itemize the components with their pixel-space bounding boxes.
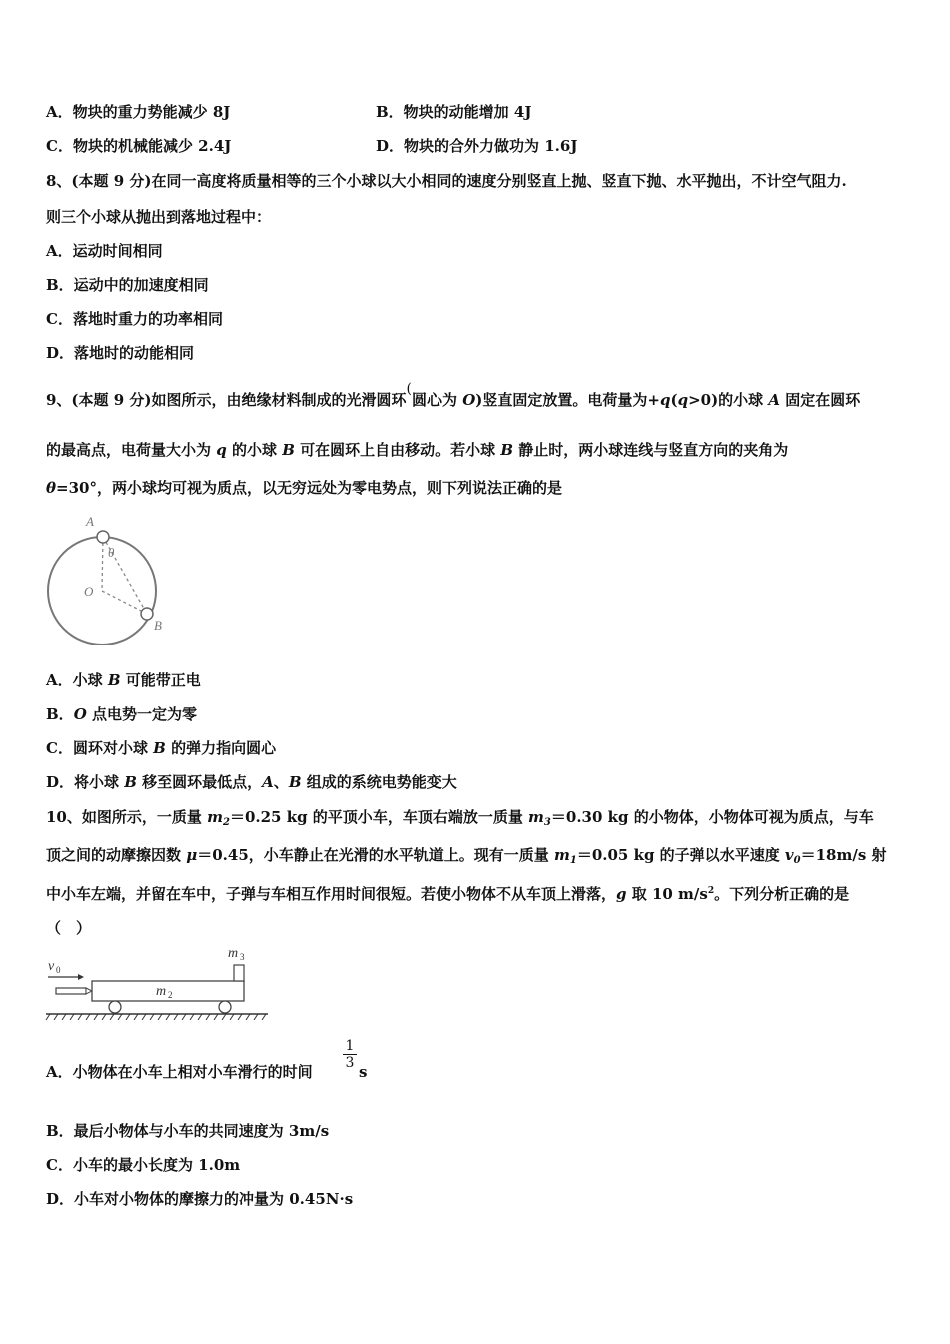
label-o: O — [84, 584, 94, 599]
q10-stem-line4: （ ） — [46, 919, 92, 937]
q9-ring-figure — [40, 510, 170, 645]
q8-option-c: C．落地时重力的功率相同 — [46, 310, 223, 328]
line-o-to-b — [102, 591, 147, 614]
q8-option-d: D．落地时的动能相同 — [46, 344, 195, 362]
label-m2: m — [156, 984, 167, 999]
ground-hatching — [46, 1014, 266, 1020]
q8-stem-line1: 8、(本题 9 分)在同一高度将质量相等的三个小球以大小相同的速度分别竖直上抛、竖直下抛、水平抛出，不计空气阻力. — [46, 172, 847, 190]
line-a-to-o — [102, 537, 103, 591]
q8-stem-line2: 则三个小球从抛出到落地过程中： — [46, 208, 272, 226]
q9-option-a: A．小球 B 可能带正电 — [46, 671, 201, 689]
wheel-right — [219, 1001, 231, 1013]
fraction-denominator: 3 — [343, 1054, 357, 1071]
label-a: A — [86, 514, 94, 529]
q10-option-d: D．小车对小物体的摩擦力的冲量为 0.45N·s — [46, 1190, 354, 1208]
q9-option-b: B．O 点电势一定为零 — [46, 705, 197, 723]
q10-stem-line3: 中小车左端，并留在车中，子弹与车相互作用时间很短。若使小物体不从车顶上滑落，g 取 10 $m/s^2$。下列分析正确的是 — [46, 885, 850, 903]
q9-stem-line1: 9、(本题 9 分)如图所示，由绝缘材料制成的光滑圆环(圆心为 O)竖直固定放置。电荷量为+q(q>0)的小球 A 固定在圆环 — [46, 381, 861, 409]
label-m3: m — [228, 946, 239, 961]
label-theta: θ — [108, 545, 115, 560]
label-v0: v — [48, 959, 55, 974]
q10-cart-figure — [42, 940, 272, 1025]
q10-stem-line2: 顶之间的动摩擦因数 μ＝0.45，小车静止在光滑的水平轨道上。现有一质量 $m_1=0.05$ kg 的子弹以水平速度 $v_0=18m/s$ 射 — [46, 846, 887, 866]
block-m3 — [234, 965, 244, 981]
wheel-left — [109, 1001, 121, 1013]
ball-a — [97, 531, 109, 543]
q8-option-b: B．运动中的加速度相同 — [46, 276, 209, 294]
q10-option-a-unit: s — [359, 1063, 368, 1081]
bullet — [56, 988, 86, 994]
q10-option-a-fraction — [343, 1038, 357, 1071]
q7-option-d: D．物块的合外力做功为 1.6J — [376, 137, 578, 155]
q9-stem-line2: 的最高点，电荷量大小为 q 的小球 B 可在圆环上自由移动。若小球 B 静止时，两小球连线与竖直方向的夹角为 — [46, 441, 789, 459]
q10-stem-line1: 10、如图所示，一质量 $m_2=0.25$ kg 的平顶小车，车顶右端放一质量 $m_3=0.30$ kg 的小物体，小物体可视为质点，与车 — [46, 808, 874, 828]
bullet-tip — [86, 988, 92, 994]
v0-arrow-head — [78, 974, 84, 980]
q7-option-b: B．物块的动能增加 4J — [376, 103, 532, 121]
q7-option-c: C．物块的机械能减少 2.4J — [46, 137, 232, 155]
ball-b — [141, 608, 153, 620]
label-m3-sub: 3 — [240, 952, 245, 962]
label-m2-sub: 2 — [168, 990, 173, 1000]
q9-option-c: C．圆环对小球 B 的弹力指向圆心 — [46, 739, 277, 757]
label-b: B — [154, 618, 162, 633]
q9-option-d: D．将小球 B 移至圆环最低点，A、B 组成的系统电势能变大 — [46, 773, 457, 791]
label-v0-sub: 0 — [56, 965, 61, 975]
q10-option-b: B．最后小物体与小车的共同速度为 3m/s — [46, 1122, 330, 1140]
q9-stem-line3: θ=30°，两小球均可视为质点，以无穷远处为零电势点，则下列说法正确的是 — [46, 479, 562, 497]
q10-option-c: C．小车的最小长度为 1.0m — [46, 1156, 241, 1174]
q8-option-a: A．运动时间相同 — [46, 242, 163, 260]
q7-option-a: A．物块的重力势能减少 8J — [46, 103, 231, 121]
q10-option-a: A．小物体在小车上相对小车滑行的时间 — [46, 1063, 313, 1081]
fraction-numerator: 1 — [345, 1038, 355, 1054]
